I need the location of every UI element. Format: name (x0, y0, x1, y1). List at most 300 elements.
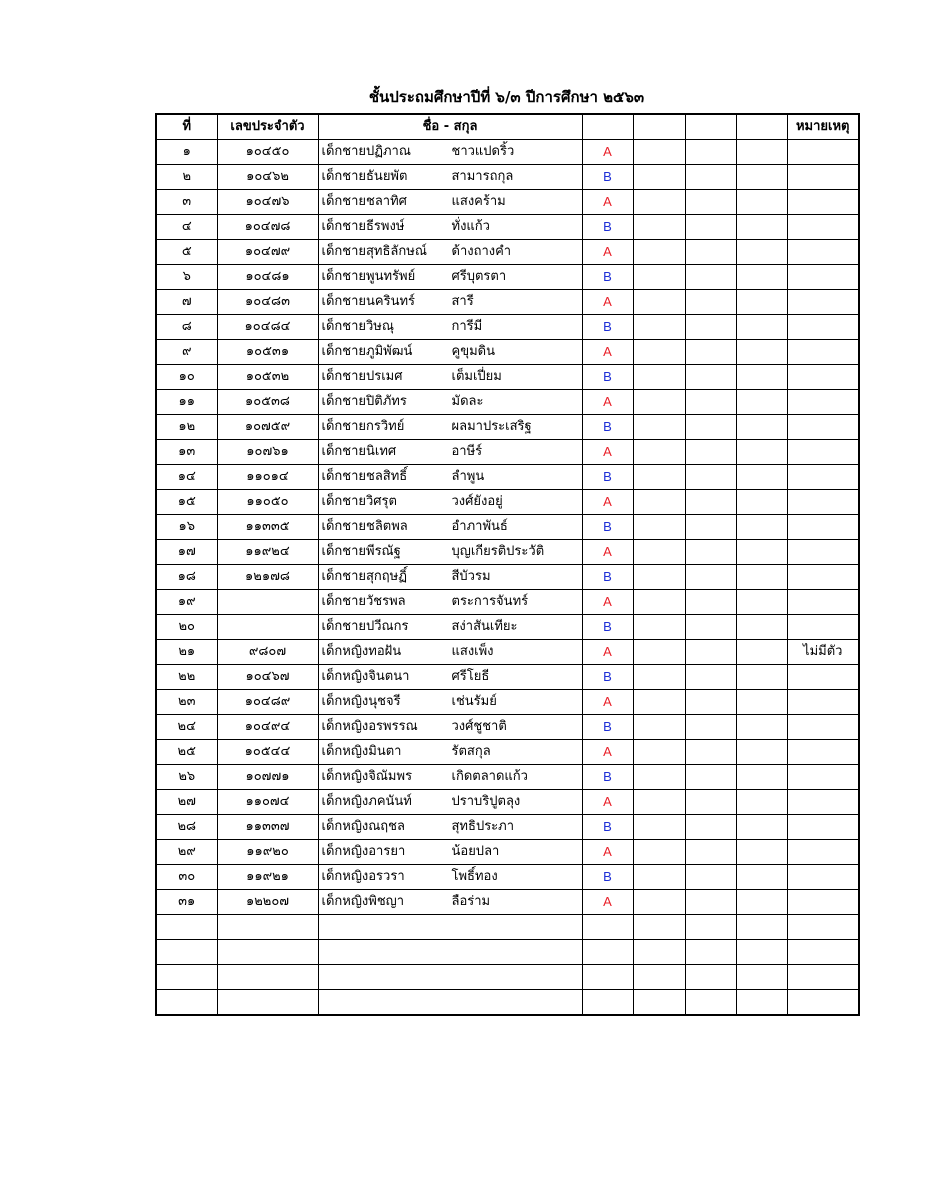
group-mark: B (582, 265, 633, 290)
blank-cell (685, 215, 736, 240)
group-mark: A (582, 190, 633, 215)
student-name (318, 690, 582, 715)
student-name (318, 590, 582, 615)
blank-cell (217, 965, 318, 990)
student-id: ๑๐๔๗๙ (217, 240, 318, 265)
blank-cell (685, 465, 736, 490)
first-name: เด็กหญิงมินตา (321, 744, 402, 759)
blank-cell (156, 965, 217, 990)
blank-cell (633, 865, 685, 890)
first-name: เด็กชายกรวิทย์ (321, 419, 405, 434)
blank-cell (685, 490, 736, 515)
row-number: ๒๐ (156, 615, 217, 640)
student-name (318, 540, 582, 565)
blank-cell (633, 365, 685, 390)
last-name: เช่นรัมย์ (451, 694, 497, 709)
blank-cell (736, 390, 787, 415)
table-row (156, 740, 859, 765)
note-cell (787, 815, 859, 840)
header-name: ชื่อ - สกุล (318, 114, 582, 140)
blank-cell (318, 915, 582, 940)
row-number: ๙ (156, 340, 217, 365)
group-mark: A (582, 390, 633, 415)
blank-cell (685, 315, 736, 340)
note-cell (787, 415, 859, 440)
student-name (318, 340, 582, 365)
table-row (156, 690, 859, 715)
blank-cell (736, 915, 787, 940)
student-id (217, 615, 318, 640)
last-name: สง่าสันเทียะ (451, 619, 518, 634)
student-id: ๑๐๔๕๐ (217, 140, 318, 165)
group-mark: A (582, 690, 633, 715)
last-name: ลือร่าม (451, 894, 491, 909)
student-name (318, 165, 582, 190)
group-mark: A (582, 540, 633, 565)
blank-cell (736, 240, 787, 265)
blank-cell (633, 215, 685, 240)
blank-cell (736, 340, 787, 365)
row-number: ๑๘ (156, 565, 217, 590)
blank-cell (156, 940, 217, 965)
last-name: ชาวแปดริ้ว (451, 144, 515, 159)
group-mark: A (582, 790, 633, 815)
student-id: ๑๐๔๖๗ (217, 665, 318, 690)
row-number: ๑๕ (156, 490, 217, 515)
table-row (156, 640, 859, 665)
student-id: ๑๑๙๒๑ (217, 865, 318, 890)
header-no: ที่ (156, 114, 217, 140)
header-note: หมายเหตุ (787, 114, 859, 140)
note-cell: ไม่มีตัว (787, 640, 859, 665)
row-number: ๕ (156, 240, 217, 265)
blank-cell (736, 265, 787, 290)
blank-cell (736, 415, 787, 440)
table-row (156, 865, 859, 890)
blank-cell (633, 240, 685, 265)
row-number: ๑๙ (156, 590, 217, 615)
note-cell (787, 465, 859, 490)
blank-cell (633, 840, 685, 865)
last-name: วงศ์ยังอยู่ (451, 494, 503, 509)
last-name: มัดละ (451, 394, 484, 409)
first-name: เด็กชายนครินทร์ (321, 294, 416, 309)
group-mark: A (582, 740, 633, 765)
group-mark: B (582, 565, 633, 590)
note-cell (787, 240, 859, 265)
blank-cell (736, 890, 787, 915)
blank-cell (685, 190, 736, 215)
note-cell (787, 315, 859, 340)
first-name: เด็กหญิงทอฝัน (321, 644, 402, 659)
blank-cell (685, 290, 736, 315)
table-row (156, 240, 859, 265)
row-number: ๔ (156, 215, 217, 240)
student-name (318, 415, 582, 440)
group-mark: A (582, 340, 633, 365)
blank-cell (582, 940, 633, 965)
table-row (156, 340, 859, 365)
student-name (318, 365, 582, 390)
first-name: เด็กหญิงพิชญา (321, 894, 405, 909)
blank-cell (633, 465, 685, 490)
table-row (156, 290, 859, 315)
group-mark: B (582, 315, 633, 340)
blank-cell (633, 140, 685, 165)
blank-cell (685, 615, 736, 640)
first-name: เด็กหญิงอรพรรณ (321, 719, 418, 734)
blank-cell (633, 915, 685, 940)
table-row (156, 715, 859, 740)
blank-cell (685, 815, 736, 840)
last-name: ศรีโยธี (451, 669, 490, 684)
row-number: ๒๑ (156, 640, 217, 665)
group-mark: B (582, 215, 633, 240)
student-id: ๑๐๔๗๖ (217, 190, 318, 215)
blank-cell (685, 915, 736, 940)
note-cell (787, 890, 859, 915)
student-name (318, 315, 582, 340)
blank-cell (685, 240, 736, 265)
blank-cell (736, 715, 787, 740)
row-number: ๓๑ (156, 890, 217, 915)
empty-row (156, 965, 859, 990)
blank-cell (685, 890, 736, 915)
last-name: คูขุมดิน (451, 344, 495, 359)
group-mark: B (582, 415, 633, 440)
student-id: ๑๑๐๗๔ (217, 790, 318, 815)
note-cell (787, 840, 859, 865)
student-name (318, 615, 582, 640)
blank-cell (633, 565, 685, 590)
last-name: อาษีร์ (451, 444, 483, 459)
blank-cell (685, 740, 736, 765)
group-mark: B (582, 665, 633, 690)
table-row (156, 490, 859, 515)
table-row (156, 590, 859, 615)
student-id: ๑๐๗๕๙ (217, 415, 318, 440)
note-cell (787, 440, 859, 465)
table-header-row (156, 114, 859, 140)
group-mark: A (582, 490, 633, 515)
blank-cell (736, 190, 787, 215)
row-number: ๒๔ (156, 715, 217, 740)
last-name: ศรีบุตรตา (451, 269, 507, 284)
header-blank-2 (633, 114, 685, 140)
student-id: ๑๑๐๕๐ (217, 490, 318, 515)
first-name: เด็กชายวิศรุต (321, 494, 397, 509)
group-mark: B (582, 515, 633, 540)
blank-cell (787, 915, 859, 940)
blank-cell (787, 990, 859, 1015)
table-row (156, 390, 859, 415)
row-number: ๒๙ (156, 840, 217, 865)
first-name: เด็กชายปวีณกร (321, 619, 409, 634)
blank-cell (736, 590, 787, 615)
student-id: ๑๐๕๓๘ (217, 390, 318, 415)
student-id: ๑๒๑๗๘ (217, 565, 318, 590)
blank-cell (318, 965, 582, 990)
student-name (318, 440, 582, 465)
note-cell (787, 590, 859, 615)
table-row (156, 840, 859, 865)
group-mark: A (582, 440, 633, 465)
blank-cell (685, 415, 736, 440)
blank-cell (736, 640, 787, 665)
blank-cell (156, 990, 217, 1015)
note-cell (787, 290, 859, 315)
blank-cell (685, 540, 736, 565)
empty-row (156, 940, 859, 965)
blank-cell (633, 290, 685, 315)
blank-cell (736, 615, 787, 640)
blank-cell (217, 940, 318, 965)
table-row (156, 890, 859, 915)
blank-cell (633, 540, 685, 565)
row-number: ๒๒ (156, 665, 217, 690)
table-row (156, 215, 859, 240)
last-name: ตระการจันทร์ (451, 594, 529, 609)
blank-cell (685, 165, 736, 190)
blank-cell (736, 215, 787, 240)
blank-cell (633, 765, 685, 790)
student-name (318, 790, 582, 815)
blank-cell (685, 865, 736, 890)
last-name: สีบัวรม (451, 569, 491, 584)
row-number: ๑๓ (156, 440, 217, 465)
blank-cell (736, 815, 787, 840)
first-name: เด็กหญิงอรวรา (321, 869, 405, 884)
row-number: ๒๘ (156, 815, 217, 840)
table-row (156, 815, 859, 840)
blank-cell (633, 515, 685, 540)
last-name: ผลมาประเสริฐ (451, 419, 532, 434)
note-cell (787, 740, 859, 765)
blank-cell (736, 565, 787, 590)
student-id: ๑๐๕๔๔ (217, 740, 318, 765)
blank-cell (633, 265, 685, 290)
empty-row (156, 915, 859, 940)
last-name: ปราบริปูตลุง (451, 794, 521, 809)
blank-cell (685, 390, 736, 415)
blank-cell (217, 915, 318, 940)
blank-cell (685, 690, 736, 715)
note-cell (787, 715, 859, 740)
note-cell (787, 865, 859, 890)
blank-cell (633, 815, 685, 840)
row-number: ๘ (156, 315, 217, 340)
last-name: สารี (451, 294, 474, 309)
note-cell (787, 690, 859, 715)
first-name: เด็กชายสุกฤษฏิ์ (321, 569, 407, 584)
first-name: เด็กหญิงอารยา (321, 844, 406, 859)
row-number: ๑ (156, 140, 217, 165)
student-name (318, 290, 582, 315)
student-id: ๑๑๙๒๐ (217, 840, 318, 865)
blank-cell (736, 540, 787, 565)
blank-cell (156, 915, 217, 940)
student-id: ๑๐๕๓๒ (217, 365, 318, 390)
row-number: ๒๕ (156, 740, 217, 765)
last-name: โพธิ์ทอง (451, 869, 498, 884)
header-blank-4 (736, 114, 787, 140)
first-name: เด็กชายปรเมศ (321, 369, 403, 384)
group-mark: A (582, 140, 633, 165)
student-id: ๑๐๔๘๔ (217, 315, 318, 340)
first-name: เด็กชายชลาทิศ (321, 194, 407, 209)
blank-cell (787, 965, 859, 990)
blank-cell (736, 140, 787, 165)
first-name: เด็กชายปิติภัทร (321, 394, 407, 409)
first-name: เด็กชายวิษณุ (321, 319, 394, 334)
table-row (156, 165, 859, 190)
last-name: ลำพูน (451, 469, 485, 484)
first-name: เด็กชายชลสิทธิ์ (321, 469, 408, 484)
note-cell (787, 340, 859, 365)
blank-cell (736, 465, 787, 490)
last-name: วงศ์ชูชาติ (451, 719, 507, 734)
group-mark: A (582, 890, 633, 915)
blank-cell (685, 965, 736, 990)
blank-cell (736, 865, 787, 890)
header-blank-3 (685, 114, 736, 140)
note-cell (787, 615, 859, 640)
blank-cell (685, 715, 736, 740)
student-name (318, 765, 582, 790)
note-cell (787, 565, 859, 590)
blank-cell (736, 840, 787, 865)
blank-cell (736, 165, 787, 190)
student-name (318, 465, 582, 490)
first-name: เด็กชายพีรณัฐ (321, 544, 401, 559)
blank-cell (633, 940, 685, 965)
last-name: บุญเกียรติประวัติ (451, 544, 545, 559)
note-cell (787, 790, 859, 815)
blank-cell (685, 365, 736, 390)
blank-cell (787, 940, 859, 965)
student-id: ๙๘๐๗ (217, 640, 318, 665)
table-row (156, 265, 859, 290)
blank-cell (736, 740, 787, 765)
blank-cell (685, 440, 736, 465)
student-id: ๑๑๓๓๗ (217, 815, 318, 840)
table-row (156, 415, 859, 440)
last-name: เกิดตลาดแก้ว (451, 769, 528, 784)
student-name (318, 865, 582, 890)
student-name (318, 565, 582, 590)
table-row (156, 140, 859, 165)
blank-cell (633, 790, 685, 815)
first-name: เด็กชายธีรพงษ์ (321, 219, 405, 234)
note-cell (787, 665, 859, 690)
note-cell (787, 165, 859, 190)
blank-cell (633, 615, 685, 640)
row-number: ๖ (156, 265, 217, 290)
table-row (156, 565, 859, 590)
last-name: ทั่งแก้ว (451, 219, 490, 234)
table-row (156, 365, 859, 390)
note-cell (787, 190, 859, 215)
student-name (318, 740, 582, 765)
group-mark: B (582, 765, 633, 790)
header-student-id: เลขประจำตัว (217, 114, 318, 140)
last-name: รัตสกุล (451, 744, 491, 759)
student-id: ๑๑๓๓๕ (217, 515, 318, 540)
blank-cell (685, 515, 736, 540)
table-body (156, 140, 859, 1015)
blank-cell (318, 940, 582, 965)
last-name: ด้างถางคำ (451, 244, 512, 259)
header-blank-1 (582, 114, 633, 140)
group-mark: B (582, 365, 633, 390)
blank-cell (736, 990, 787, 1015)
blank-cell (685, 565, 736, 590)
page-title: ชั้นประถมศึกษาปีที่ ๖/๓ ปีการศึกษา ๒๕๖๓ (368, 88, 645, 106)
last-name: สามารถกุล (451, 169, 514, 184)
first-name: เด็กชายชลิตพล (321, 519, 408, 534)
student-id: ๑๐๔๘๑ (217, 265, 318, 290)
table-row (156, 515, 859, 540)
blank-cell (633, 665, 685, 690)
blank-cell (633, 190, 685, 215)
group-mark: B (582, 165, 633, 190)
student-id: ๑๐๗๖๑ (217, 440, 318, 465)
first-name: เด็กหญิงณฤชล (321, 819, 405, 834)
group-mark: B (582, 715, 633, 740)
blank-cell (633, 890, 685, 915)
blank-cell (685, 665, 736, 690)
note-cell (787, 515, 859, 540)
row-number: ๑๗ (156, 540, 217, 565)
blank-cell (633, 165, 685, 190)
student-id (217, 590, 318, 615)
student-name (318, 515, 582, 540)
student-id: ๑๐๔๗๘ (217, 215, 318, 240)
blank-cell (736, 665, 787, 690)
note-cell (787, 490, 859, 515)
student-id: ๑๐๔๘๓ (217, 290, 318, 315)
blank-cell (736, 315, 787, 340)
empty-row (156, 990, 859, 1015)
group-mark: A (582, 640, 633, 665)
first-name: เด็กชายภูมิพัฒน์ (321, 344, 413, 359)
note-cell (787, 265, 859, 290)
group-mark: A (582, 590, 633, 615)
table-row (156, 540, 859, 565)
row-number: ๗ (156, 290, 217, 315)
student-name (318, 665, 582, 690)
student-id: ๑๐๔๘๙ (217, 690, 318, 715)
student-name (318, 890, 582, 915)
last-name: น้อยปลา (451, 844, 500, 859)
student-name (318, 215, 582, 240)
blank-cell (736, 290, 787, 315)
group-mark: B (582, 865, 633, 890)
blank-cell (685, 590, 736, 615)
group-mark: B (582, 815, 633, 840)
note-cell (787, 390, 859, 415)
blank-cell (685, 765, 736, 790)
blank-cell (582, 965, 633, 990)
blank-cell (633, 490, 685, 515)
blank-cell (633, 590, 685, 615)
blank-cell (736, 365, 787, 390)
blank-cell (736, 965, 787, 990)
blank-cell (633, 990, 685, 1015)
blank-cell (736, 515, 787, 540)
row-number: ๑๐ (156, 365, 217, 390)
last-name: แสงคร้าม (451, 194, 506, 209)
